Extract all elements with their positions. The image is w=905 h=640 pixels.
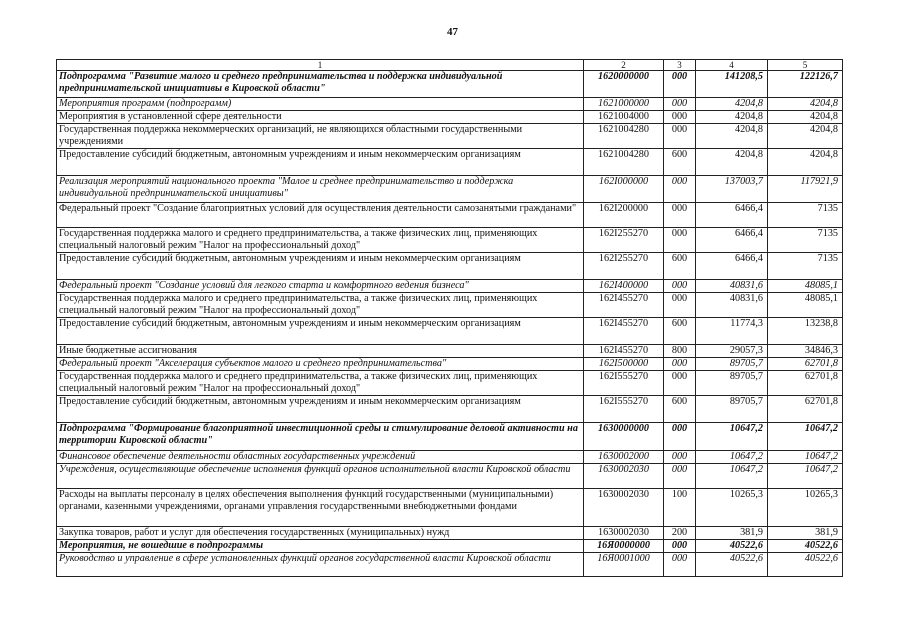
row-name-cell: Закупка товаров, работ и услуг для обеспечения государственных (муниципальных) нужд: [57, 527, 584, 540]
row-name-cell: Мероприятия программ (подпрограмм): [57, 98, 584, 111]
row-expense-type-cell: 000: [664, 124, 696, 149]
row-value-2020-cell: 4204,8: [696, 111, 768, 124]
row-code-cell: 162I555270: [584, 371, 664, 396]
table-row: [57, 111, 843, 124]
row-code-cell: 1630002030: [584, 489, 664, 527]
row-name-cell: Руководство и управление в сфере установленных функций органов государственной власти Кировской области: [57, 553, 584, 577]
budget-table: [56, 59, 843, 577]
row-expense-type-cell: 000: [664, 358, 696, 371]
row-value-2021-cell: 13238,8: [768, 318, 843, 345]
row-value-2021-cell: 381,9: [768, 527, 843, 540]
column-header: 5: [768, 60, 843, 71]
table-row: [57, 203, 843, 228]
row-value-2021-cell: 117921,9: [768, 176, 843, 203]
row-expense-type-cell: 000: [664, 111, 696, 124]
row-name-cell: Государственная поддержка некоммерческих организаций, не являющихся областными государственными учреждениями: [57, 124, 584, 149]
row-code-cell: 162I255270: [584, 228, 664, 253]
row-value-2021-cell: 62701,8: [768, 371, 843, 396]
row-name-cell: Предоставление субсидий бюджетным, автономным учреждениям и иным некоммерческим организациям: [57, 396, 584, 423]
row-code-cell: 162I400000: [584, 280, 664, 293]
row-expense-type-cell: 800: [664, 345, 696, 358]
row-value-2020-cell: 141208,5: [696, 71, 768, 98]
row-code-cell: 1630002030: [584, 527, 664, 540]
row-expense-type-cell: 000: [664, 203, 696, 228]
row-name-cell: Финансовое обеспечение деятельности областных государственных учреждений: [57, 451, 584, 464]
row-code-cell: 1621000000: [584, 98, 664, 111]
row-code-cell: 162I500000: [584, 358, 664, 371]
row-code-cell: 162I255270: [584, 253, 664, 280]
row-expense-type-cell: 000: [664, 553, 696, 577]
table-row: [57, 345, 843, 358]
table-row: [57, 423, 843, 451]
row-name-cell: Подпрограмма "Развитие малого и среднего предпринимательства и поддержка индивидуальной предпринимательской инициативы в Кировской области": [57, 71, 584, 98]
row-code-cell: 1620000000: [584, 71, 664, 98]
row-value-2021-cell: 7135: [768, 228, 843, 253]
row-value-2021-cell: 7135: [768, 203, 843, 228]
row-expense-type-cell: 600: [664, 396, 696, 423]
row-value-2020-cell: 89705,7: [696, 358, 768, 371]
row-value-2020-cell: 40831,6: [696, 280, 768, 293]
table-row: [57, 124, 843, 149]
row-name-cell: Предоставление субсидий бюджетным, автономным учреждениям и иным некоммерческим организациям: [57, 149, 584, 176]
row-code-cell: 16Я0000000: [584, 540, 664, 553]
row-value-2021-cell: 4204,8: [768, 111, 843, 124]
row-expense-type-cell: 600: [664, 318, 696, 345]
row-name-cell: Мероприятия в установленной сфере деятельности: [57, 111, 584, 124]
row-expense-type-cell: 000: [664, 423, 696, 451]
table-row: [57, 318, 843, 345]
row-value-2020-cell: 4204,8: [696, 124, 768, 149]
row-value-2021-cell: 62701,8: [768, 396, 843, 423]
row-name-cell: Реализация мероприятий национального проекта "Малое и среднее предпринимательство и поддержка индивидуальной предпринимательской инициативы": [57, 176, 584, 203]
table-row: [57, 280, 843, 293]
table-row: [57, 98, 843, 111]
row-value-2020-cell: 6466,4: [696, 228, 768, 253]
row-value-2020-cell: 11774,3: [696, 318, 768, 345]
row-expense-type-cell: 000: [664, 176, 696, 203]
row-code-cell: 16Я0001000: [584, 553, 664, 577]
row-expense-type-cell: 000: [664, 98, 696, 111]
row-value-2020-cell: 6466,4: [696, 203, 768, 228]
column-header: 2: [584, 60, 664, 71]
row-expense-type-cell: 000: [664, 540, 696, 553]
table-row: [57, 540, 843, 553]
row-code-cell: 162I000000: [584, 176, 664, 203]
row-value-2020-cell: 4204,8: [696, 98, 768, 111]
row-name-cell: Федеральный проект "Создание благоприятных условий для осуществления деятельности самозанятыми гражданами": [57, 203, 584, 228]
row-value-2020-cell: 10265,3: [696, 489, 768, 527]
table-row: [57, 371, 843, 396]
row-name-cell: Иные бюджетные ассигнования: [57, 345, 584, 358]
table-row: [57, 527, 843, 540]
table-row: [57, 358, 843, 371]
row-expense-type-cell: 000: [664, 451, 696, 464]
row-value-2021-cell: 10647,2: [768, 423, 843, 451]
row-value-2020-cell: 4204,8: [696, 149, 768, 176]
row-value-2021-cell: 122126,7: [768, 71, 843, 98]
table-row: [57, 464, 843, 489]
row-value-2020-cell: 89705,7: [696, 371, 768, 396]
table-row: [57, 253, 843, 280]
table-row: [57, 293, 843, 318]
row-value-2020-cell: 10647,2: [696, 423, 768, 451]
row-value-2021-cell: 4204,8: [768, 149, 843, 176]
column-number-row: [57, 60, 843, 71]
row-value-2020-cell: 40522,6: [696, 540, 768, 553]
table-row: [57, 228, 843, 253]
row-value-2021-cell: 34846,3: [768, 345, 843, 358]
row-code-cell: 162I200000: [584, 203, 664, 228]
row-value-2021-cell: 4204,8: [768, 98, 843, 111]
row-value-2021-cell: 40522,6: [768, 553, 843, 577]
row-value-2021-cell: 10647,2: [768, 451, 843, 464]
row-name-cell: Предоставление субсидий бюджетным, автономным учреждениям и иным некоммерческим организациям: [57, 318, 584, 345]
row-value-2020-cell: 10647,2: [696, 451, 768, 464]
row-value-2021-cell: 10265,3: [768, 489, 843, 527]
table-row: [57, 489, 843, 527]
row-expense-type-cell: 000: [664, 293, 696, 318]
row-name-cell: Расходы на выплаты персоналу в целях обеспечения выполнения функций государственными (муниципальными) органами, казенными учреждениями, органами управления государственными внебюджетными фондами: [57, 489, 584, 527]
row-name-cell: Государственная поддержка малого и среднего предпринимательства, а также физических лиц, применяющих специальный налоговый режим "Налог на профессиональный доход": [57, 371, 584, 396]
column-header: 4: [696, 60, 768, 71]
row-code-cell: 1630002030: [584, 464, 664, 489]
row-code-cell: 1630002000: [584, 451, 664, 464]
row-name-cell: Федеральный проект "Акселерация субъектов малого и среднего предпринимательства": [57, 358, 584, 371]
column-header: 1: [57, 60, 584, 71]
row-expense-type-cell: 000: [664, 371, 696, 396]
page-number: 47: [447, 26, 458, 38]
row-name-cell: Мероприятия, не вошедшие в подпрограммы: [57, 540, 584, 553]
row-value-2020-cell: 137003,7: [696, 176, 768, 203]
table-row: [57, 553, 843, 577]
row-value-2021-cell: 48085,1: [768, 293, 843, 318]
row-name-cell: Государственная поддержка малого и среднего предпринимательства, а также физических лиц, применяющих специальный налоговый режим "Налог на профессиональный доход": [57, 228, 584, 253]
table-row: [57, 71, 843, 98]
row-value-2020-cell: 6466,4: [696, 253, 768, 280]
row-expense-type-cell: 000: [664, 280, 696, 293]
table-row: [57, 149, 843, 176]
row-expense-type-cell: 600: [664, 253, 696, 280]
row-name-cell: Предоставление субсидий бюджетным, автономным учреждениям и иным некоммерческим организациям: [57, 253, 584, 280]
row-name-cell: Федеральный проект "Создание условий для легкого старта и комфортного ведения бизнеса": [57, 280, 584, 293]
table-row: [57, 396, 843, 423]
row-value-2021-cell: 10647,2: [768, 464, 843, 489]
row-code-cell: 1621004000: [584, 111, 664, 124]
row-value-2021-cell: 62701,8: [768, 358, 843, 371]
row-value-2020-cell: 40831,6: [696, 293, 768, 318]
row-name-cell: Государственная поддержка малого и среднего предпринимательства, а также физических лиц, применяющих специальный налоговый режим "Налог на профессиональный доход": [57, 293, 584, 318]
row-value-2021-cell: 4204,8: [768, 124, 843, 149]
row-value-2021-cell: 7135: [768, 253, 843, 280]
row-value-2020-cell: 381,9: [696, 527, 768, 540]
row-code-cell: 1630000000: [584, 423, 664, 451]
table-row: [57, 176, 843, 203]
row-value-2020-cell: 89705,7: [696, 396, 768, 423]
row-value-2020-cell: 40522,6: [696, 553, 768, 577]
row-code-cell: 1621004280: [584, 149, 664, 176]
row-code-cell: 162I555270: [584, 396, 664, 423]
row-expense-type-cell: 000: [664, 71, 696, 98]
table-row: [57, 451, 843, 464]
row-code-cell: 162I455270: [584, 293, 664, 318]
row-code-cell: 162I455270: [584, 318, 664, 345]
row-expense-type-cell: 600: [664, 149, 696, 176]
row-value-2021-cell: 48085,1: [768, 280, 843, 293]
row-expense-type-cell: 000: [664, 464, 696, 489]
row-expense-type-cell: 100: [664, 489, 696, 527]
column-header: 3: [664, 60, 696, 71]
row-code-cell: 1621004280: [584, 124, 664, 149]
row-expense-type-cell: 000: [664, 228, 696, 253]
row-value-2021-cell: 40522,6: [768, 540, 843, 553]
row-expense-type-cell: 200: [664, 527, 696, 540]
row-name-cell: Подпрограмма "Формирование благоприятной инвестиционной среды и стимулирование деловой активности на территории Кировской области": [57, 423, 584, 451]
row-value-2020-cell: 29057,3: [696, 345, 768, 358]
row-name-cell: Учреждения, осуществляющие обеспечение исполнения функций органов исполнительной власти Кировской области: [57, 464, 584, 489]
row-value-2020-cell: 10647,2: [696, 464, 768, 489]
row-code-cell: 162I455270: [584, 345, 664, 358]
